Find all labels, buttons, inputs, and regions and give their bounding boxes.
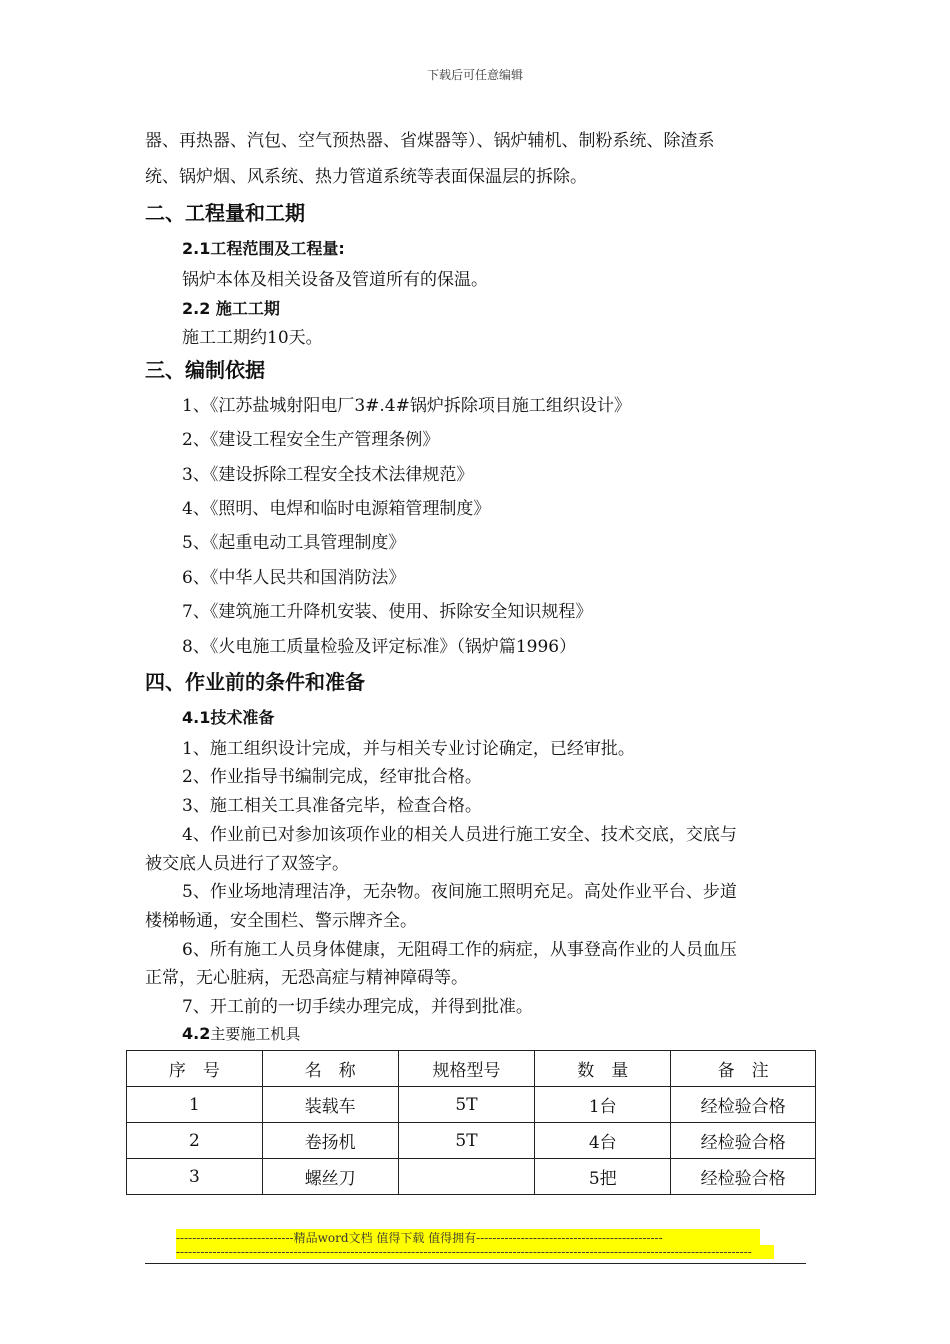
basis-item-4: 4、《照明、电焊和临时电源箱管理制度》: [182, 499, 491, 519]
cell-index: 2: [127, 1123, 263, 1159]
table-header-row: [127, 1051, 816, 1087]
cell-remark: 经检验合格: [671, 1087, 816, 1123]
table-row: [127, 1159, 816, 1195]
col-header-remark: 备 注: [671, 1051, 816, 1087]
prep-item-6-line-2: 正常，无心脏病，无恐高症与精神障碍等。: [145, 968, 468, 988]
cell-name: 螺丝刀: [262, 1159, 398, 1195]
basis-item-3: 3、《建设拆除工程安全技术法律规范》: [182, 465, 474, 485]
prep-item-1: 1、施工组织设计完成，并与相关专业讨论确定，已经审批。: [182, 739, 635, 759]
prep-item-5-line-1: 5、作业场地清理洁净，无杂物。夜间施工照明充足。高处作业平台、步道: [182, 882, 737, 902]
cell-spec: 5T: [398, 1087, 535, 1123]
basis-item-1: 1、《江苏盐城射阳电厂3#.4#锅炉拆除项目施工组织设计》: [182, 396, 631, 416]
col-header-spec: 规格型号: [398, 1051, 535, 1087]
intro-line-2: 统、锅炉烟、风系统、热力管道系统等表面保温层的拆除。: [145, 167, 587, 187]
cell-remark: 经检验合格: [671, 1159, 816, 1195]
cell-spec: [398, 1159, 535, 1195]
section-4-2-number: 4.2: [182, 1024, 211, 1043]
cell-index: 1: [127, 1087, 263, 1123]
section-2-2-text: 施工工期约10天。: [182, 328, 323, 348]
basis-item-2: 2、《建设工程安全生产管理条例》: [182, 430, 440, 450]
section-2-1-text: 锅炉本体及相关设备及管道所有的保温。: [182, 270, 488, 290]
cell-quantity: 4台: [535, 1123, 671, 1159]
col-header-index: 序 号: [127, 1051, 263, 1087]
section-3-title: 三、编制依据: [145, 358, 265, 382]
section-4-title: 四、作业前的条件和准备: [145, 670, 365, 694]
cell-spec: 5T: [398, 1123, 535, 1159]
footer-divider: [145, 1263, 806, 1264]
footer-banner-line-2: ----------------------------------------------------------------------------------------------------------------------------------------------: [176, 1245, 774, 1259]
cell-name: 卷扬机: [262, 1123, 398, 1159]
table-row: [127, 1087, 816, 1123]
prep-item-5-line-2: 楼梯畅通，安全围栏、警示牌齐全。: [145, 911, 417, 931]
section-2-title: 二、工程量和工期: [145, 201, 305, 225]
prep-item-3: 3、施工相关工具准备完毕，检查合格。: [182, 796, 482, 816]
prep-item-4-line-2: 被交底人员进行了双签字。: [145, 854, 349, 874]
prep-item-7: 7、开工前的一切手续办理完成，并得到批准。: [182, 997, 533, 1017]
section-2-2-title: 2.2 施工工期: [182, 299, 280, 318]
basis-item-7: 7、《建筑施工升降机安装、使用、拆除安全知识规程》: [182, 602, 593, 622]
footer-banner-line-1: -----------------------------精品word文档 值得下载 值得拥有----------------------------------------------: [176, 1229, 760, 1246]
prep-item-2: 2、作业指导书编制完成，经审批合格。: [182, 767, 482, 787]
cell-index: 3: [127, 1159, 263, 1195]
cell-name: 装载车: [262, 1087, 398, 1123]
section-4-2-text: 主要施工机具: [210, 1025, 301, 1043]
table-row: [127, 1123, 816, 1159]
basis-item-5: 5、《起重电动工具管理制度》: [182, 533, 406, 553]
section-4-1-title: 4.1技术准备: [182, 708, 275, 727]
prep-item-6-line-1: 6、所有施工人员身体健康，无阻碍工作的病症，从事登高作业的人员血压: [182, 940, 737, 960]
basis-item-6: 6、《中华人民共和国消防法》: [182, 568, 406, 588]
col-header-name: 名 称: [262, 1051, 398, 1087]
cell-quantity: 5把: [535, 1159, 671, 1195]
prep-item-4-line-1: 4、作业前已对参加该项作业的相关人员进行施工安全、技术交底，交底与: [182, 825, 737, 845]
section-4-2-title: [182, 1023, 300, 1044]
col-header-quantity: 数 量: [535, 1051, 671, 1087]
section-2-1-title: 2.1工程范围及工程量:: [182, 239, 345, 258]
basis-item-8: 8、《火电施工质量检验及评定标准》（锅炉篇1996）: [182, 637, 577, 657]
intro-line-1: 器、再热器、汽包、空气预热器、省煤器等）、锅炉辅机、制粉系统、除渣系: [145, 131, 715, 151]
page-header: 下载后可任意编辑: [426, 68, 523, 82]
cell-quantity: 1台: [535, 1087, 671, 1123]
cell-remark: 经检验合格: [671, 1123, 816, 1159]
equipment-table: [126, 1050, 816, 1195]
